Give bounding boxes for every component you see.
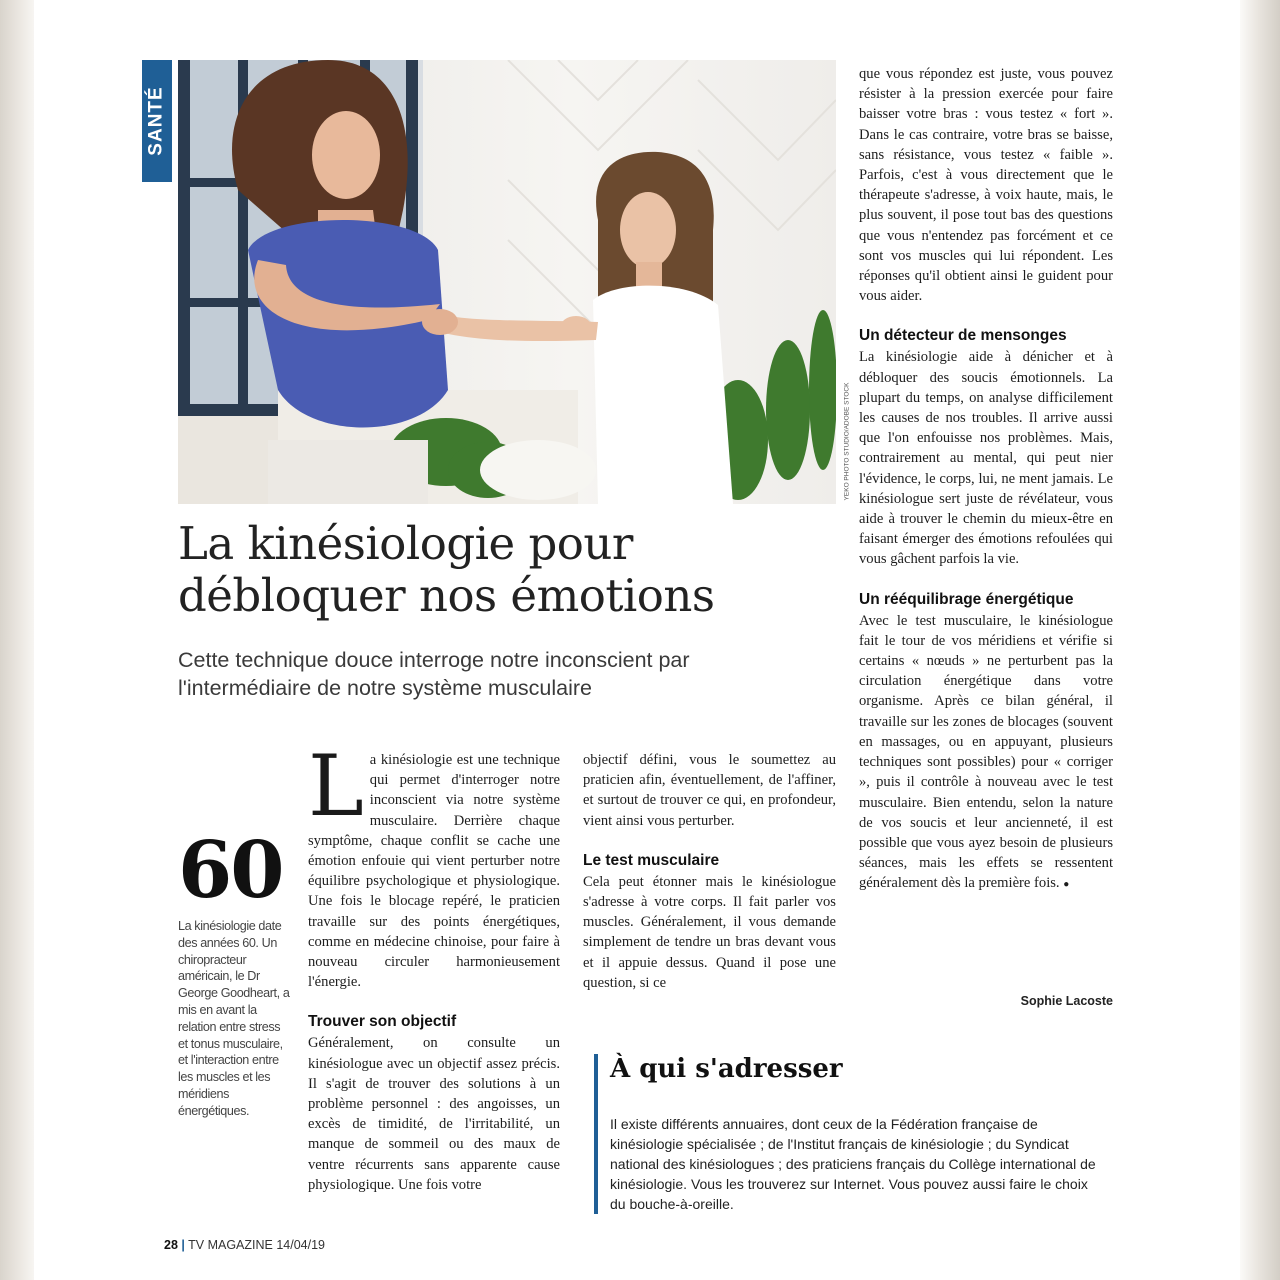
page-edge-right [1240, 0, 1280, 1280]
body-column-3 [859, 64, 1113, 896]
heading-test-musculaire: Le test musculaire [583, 851, 720, 869]
objectif-paragraph-part2: objectif défini, vous le soumettez au praticien afin, éventuellement, de l'affiner, et surtout de trouver ce qui, en profondeur, vient ainsi vous perturber. [583, 752, 836, 829]
heading-detecteur-mensonges: Un détecteur de mensonges [859, 327, 1067, 345]
photo-credit [838, 380, 852, 510]
magazine-issue: TV MAGAZINE 14/04/19 [188, 1238, 325, 1252]
photo-credit-text: YEKO PHOTO STUDIO/ADOBE STOCK [843, 382, 851, 501]
test-paragraph-part2: que vous répondez est juste, vous pouvez résister à la pression exercée pour faire baisser votre bras : vous testez « fort ». Dans le cas contraire, votre bras se baisse, sans résistance, vous testez « faible ». Parfois, c'est à vous directement que le thérapeute s'adresse, à voix haute, mais, le plus souvent, il pose tout bas des questions que vous n'entendez pas forcément et ce sont vos muscles qui lui répondent. Les réponses qu'il obtient ainsi le guident pour vous aider. [859, 66, 1113, 305]
deck-line-1: Cette technique douce interroge notre inconscient par [178, 648, 690, 672]
box-accent-rule [594, 1054, 598, 1214]
headline-line-1: La kinésiologie pour [178, 517, 633, 570]
folio-separator: | [181, 1238, 185, 1252]
heading-trouver-objectif: Trouver son objectif [308, 1013, 457, 1031]
box-text: Il existe différents annuaires, dont ceux de la Fédération française de kinésiologie spécialisée ; de l'Institut français de kinésiologie ; du Syndicat national des kinésiologues ; des praticiens français du Collège international de kinésiologie. Vous les trouverez sur Internet. Vous pouvez aussi faire le choix du bouche-à-oreille. [610, 1116, 1096, 1212]
box-title: À qui s'adresser [610, 1054, 843, 1084]
intro-text: a kinésiologie est une technique qui permet d'interroger notre inconscient via notre système musculaire. Derrière chaque symptôme, chaque conflit se cache une émotion enfouie qui vient perturber notre équilibre psychologique et physiologique. Une fois le blocage repéré, le praticien travaille sur des points énergétiques, comme en médecine chinoise, pour faire à nouveau circuler harmonieusement l'énergie. [308, 752, 560, 991]
heading-reequilibrage: Un rééquilibrage énergétique [859, 590, 1074, 608]
kinesiology-photo-illustration [178, 60, 836, 504]
page-folio [164, 1238, 325, 1252]
reequilibrage-text: Avec le test musculaire, le kinésiologue fait le tour de vos méridiens et vérifie si certains « nœuds » ne perturbent pas la circulation énergétique dans votre organisme. Après ce bilan général, il travaille sur les zones de blocages (souvent en massages, ou en appuyant, plusieurs techniques sont possibles) pour « corriger », puis il contrôle à nouveau avec le test musculaire. Bien entendu, selon la nature de vos soucis et leur ancienneté, il est possible que vous ayez besoin de plusieurs séances, mais les effets se ressentent généralement dès la première fois. [859, 612, 1113, 892]
reequilibrage-paragraph [859, 611, 1113, 896]
article-photo [178, 60, 836, 504]
stat-text: La kinésiologie date des années 60. Un chiropracteur américain, le Dr George Goodheart, a mis en avant la relation entre stress et tonus musculaire, et l'interaction entre les muscles et les méridiens énergétiques. [178, 919, 290, 1118]
article-deck [178, 646, 798, 702]
body-column-2 [583, 750, 836, 993]
rubric-label: SANTÉ [146, 86, 167, 156]
end-mark: ● [1063, 879, 1070, 891]
drop-cap: L [308, 737, 364, 835]
headline-line-2: débloquer nos émotions [178, 569, 715, 622]
stat-number: 60 [178, 825, 283, 916]
test-paragraph-part1: Cela peut étonner mais le kinésiologue s'adresse à votre corps. Il fait parler vos muscles. Généralement, il vous demande simplement de tendre un bras devant vous et il appuie dessus. Quand il pose une question, si ce [583, 873, 836, 991]
page-edge-left [0, 0, 34, 1280]
stat-sidebar [178, 825, 290, 1120]
author-signature: Sophie Lacoste [1020, 994, 1113, 1008]
article-headline [178, 518, 818, 622]
detecteur-paragraph: La kinésiologie aide à dénicher et à débloquer des soucis émotionnels. La plupart du temps, on analyse difficilement les causes de nos troubles. Il arrive aussi que l'on enfouisse nos problèmes. Mais, contrairement au mental, qui peut nier l'évidence, le corps, lui, ne ment jamais. Le kinésiologue sert juste de révélateur, vous aide à trouver le chemin du mieux-être en faisant émerger des émotions refoulées qui vous gâchent parfois la vie. [859, 349, 1113, 568]
section-rubric [142, 60, 172, 182]
body-column-1 [308, 737, 560, 1195]
objectif-paragraph-part1: Généralement, on consulte un kinésiologue avec un objectif assez précis. Il s'agit de trouver des solutions à un problème personnel : des angoisses, un excès de timidité, de l'irritabilité, un manque de sommeil ou des maux de ventre récurrents sans apparente cause physiologique. Une fois votre [308, 1035, 560, 1193]
deck-line-2: l'intermédiaire de notre système musculaire [178, 676, 592, 700]
page-number: 28 [164, 1238, 178, 1252]
intro-paragraph [308, 737, 560, 992]
